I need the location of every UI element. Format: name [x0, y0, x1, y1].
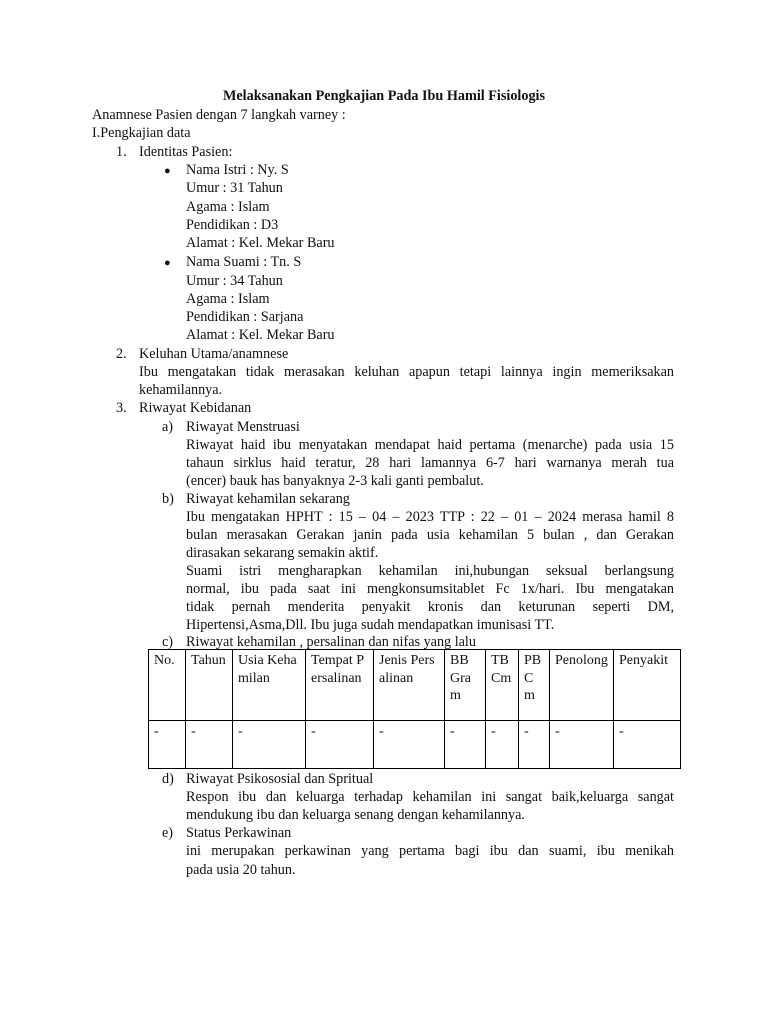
suami-age: Umur : 34 Tahun	[186, 273, 283, 289]
subsection-a-marker: a)	[162, 419, 174, 435]
marriage-text: ini merupakan perkawinan yang pertama bagi ibu dan suami, ibu menikah	[186, 843, 674, 859]
subsection-b-marker: b)	[162, 491, 174, 507]
menstruation-text: Riwayat haid ibu menyatakan mendapat haid pertama (menarche) pada usia 15	[186, 437, 674, 453]
pregnancy-text: Hipertensi,Asma,Dll. Ibu juga sudah mendapatkan imunisasi TT.	[186, 617, 555, 633]
pregnancy-text: tidak pernah menderita penyakit kronis dan keturunan seperti DM,	[186, 599, 674, 615]
subsection-b-title: Riwayat kehamilan sekarang	[186, 491, 350, 507]
subsection-d-marker: d)	[162, 771, 174, 787]
table-cell: -	[186, 721, 233, 769]
section-3-title: Riwayat Kebidanan	[139, 400, 252, 416]
table-header-row	[149, 650, 681, 721]
table-header-cell: Tahun	[186, 650, 233, 721]
table-header-cell: Tempat Persalinan	[306, 650, 374, 721]
bullet-icon: ●	[164, 257, 171, 269]
pregnancy-text: Suami istri mengharapkan kehamilan ini,hubungan seksual berlangsung	[186, 563, 674, 579]
section-2-title: Keluhan Utama/anamnese	[139, 346, 289, 362]
section-3-number: 3.	[116, 400, 127, 416]
istri-address: Alamat : Kel. Mekar Baru	[186, 235, 335, 251]
subsection-c-title: Riwayat kehamilan , persalinan dan nifas yang lalu	[186, 634, 476, 650]
pregnancy-text: normal, ibu pada saat ini mengkonsumsitablet Fc 1x/hari. Ibu mengatakan	[186, 581, 674, 597]
table-cell: -	[614, 721, 681, 769]
subsection-a-title: Riwayat Menstruasi	[186, 419, 300, 435]
table-cell: -	[149, 721, 186, 769]
table-header-cell: Jenis Persalinan	[374, 650, 445, 721]
subsection-d-title: Riwayat Psikososial dan Spritual	[186, 771, 374, 787]
section-heading: I.Pengkajian data	[92, 125, 191, 141]
marriage-text: pada usia 20 tahun.	[186, 862, 296, 878]
istri-religion: Agama : Islam	[186, 199, 270, 215]
table-header-cell: Penyakit	[614, 650, 681, 721]
psychosocial-text: mendukung ibu dan keluarga senang dengan kehamilannya.	[186, 807, 525, 823]
table-header-cell: Usia Kehamilan	[233, 650, 306, 721]
suami-address: Alamat : Kel. Mekar Baru	[186, 327, 335, 343]
istri-age: Umur : 31 Tahun	[186, 180, 283, 196]
table-header-cell: Penolong	[550, 650, 614, 721]
table-cell: -	[374, 721, 445, 769]
section-2-number: 2.	[116, 346, 127, 362]
menstruation-text: (encer) bauk has banyaknya 2-3 kali ganti pembalut.	[186, 473, 484, 489]
document-title: Melaksanakan Pengkajian Pada Ibu Hamil Fisiologis	[222, 88, 546, 104]
psychosocial-text: Respon ibu dan keluarga terhadap kehamilan ini sangat baik,keluarga sangat	[186, 789, 674, 805]
suami-education: Pendidikan : Sarjana	[186, 309, 304, 325]
table-header-cell: No.	[149, 650, 186, 721]
table-cell: -	[306, 721, 374, 769]
table-cell: -	[550, 721, 614, 769]
obstetric-history-table	[148, 649, 681, 769]
istri-name: Nama Istri : Ny. S	[186, 162, 289, 178]
table-row	[149, 721, 681, 769]
table-cell: -	[233, 721, 306, 769]
subsection-e-title: Status Perkawinan	[186, 825, 292, 841]
pregnancy-text: dirasakan sekarang semakin aktif.	[186, 545, 379, 561]
section-1-number: 1.	[116, 144, 127, 160]
table-cell: -	[445, 721, 486, 769]
complaint-text: kehamilannya.	[139, 382, 223, 398]
table-header-cell: PBCm	[519, 650, 550, 721]
suami-religion: Agama : Islam	[186, 291, 270, 307]
menstruation-text: tahaun sirklus haid teratur, 28 hari lamannya 6-7 hari warnanya merah tua	[186, 455, 674, 471]
section-1-title: Identitas Pasien:	[139, 144, 233, 160]
table-cell: -	[486, 721, 519, 769]
table-header-cell: TBCm	[486, 650, 519, 721]
table-cell: -	[519, 721, 550, 769]
pregnancy-text: Ibu mengatakan HPHT : 15 – 04 – 2023 TTP : 22 – 01 – 2024 merasa hamil 8	[186, 509, 674, 525]
subsection-e-marker: e)	[162, 825, 174, 841]
pregnancy-text: bulan merasakan Gerakan janin pada usia kehamilan 5 bulan , dan Gerakan	[186, 527, 674, 543]
suami-name: Nama Suami : Tn. S	[186, 254, 302, 270]
intro-text: Anamnese Pasien dengan 7 langkah varney :	[92, 107, 346, 123]
bullet-icon: ●	[164, 165, 171, 177]
subsection-c-marker: c)	[162, 634, 174, 650]
complaint-text: Ibu mengatakan tidak merasakan keluhan apapun tetapi lainnya ingin memeriksakan	[139, 364, 674, 380]
table-header-cell: BB Gram	[445, 650, 486, 721]
istri-education: Pendidikan : D3	[186, 217, 279, 233]
